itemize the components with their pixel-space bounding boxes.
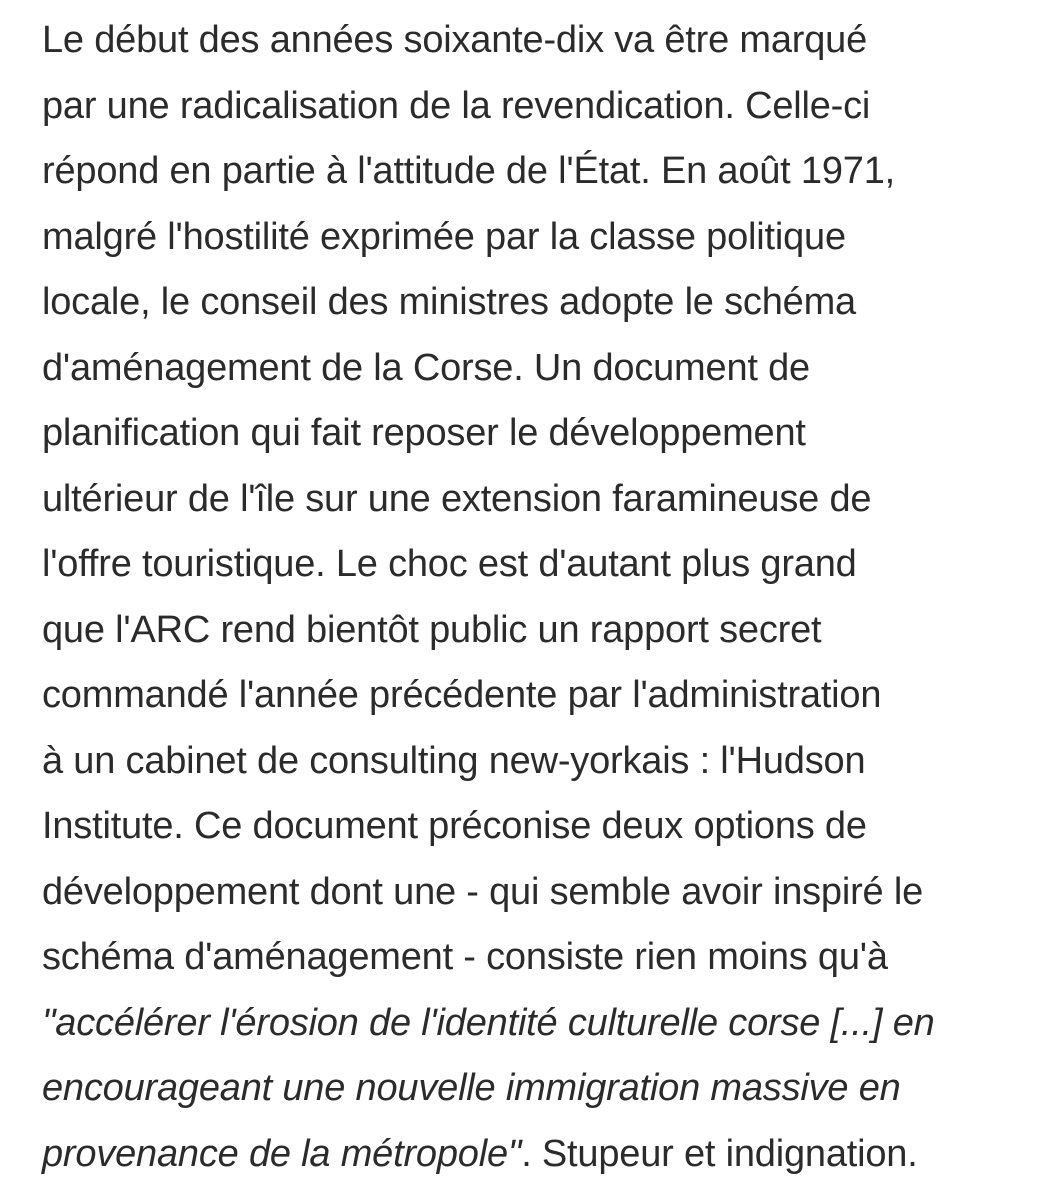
paragraph-line: que l'ARC rend bientôt public un rapport secret — [42, 608, 822, 651]
paragraph-line: ultérieur de l'île sur une extension faramineuse de — [42, 477, 872, 520]
article-paragraph — [42, 8, 1052, 1187]
paragraph-line: Le début des années soixante-dix va être marqué — [42, 19, 868, 61]
paragraph-line: à un cabinet de consulting new-yorkais : l'Hudson — [42, 739, 866, 782]
paragraph-line: locale, le conseil des ministres adopte le schéma — [42, 281, 856, 323]
paragraph-line: développement dont une - qui semble avoir inspiré le — [42, 870, 924, 913]
paragraph-line: d'aménagement de la Corse. Un document de — [42, 346, 810, 389]
closing-line — [42, 1122, 1052, 1188]
paragraph-line: commandé l'année précédente par l'administration — [42, 674, 882, 716]
paragraph-line: répond en partie à l'attitude de l'État. En août 1971, — [42, 150, 895, 192]
paragraph-line: malgré l'hostilité exprimée par la classe politique — [42, 215, 846, 258]
paragraph-line: par une radicalisation de la revendication. Celle-ci — [42, 84, 871, 127]
paragraph-line: schéma d'aménagement - consiste rien moins qu'à — [42, 936, 888, 978]
paragraph-line: Institute. Ce document préconise deux options de — [42, 805, 867, 847]
quote-line: provenance de la métropole" — [42, 1132, 522, 1175]
closing-sentence: . Stupeur et indignation. — [521, 1132, 918, 1175]
quote-line: "accélérer l'érosion de l'identité culturelle corse [...] en — [42, 1001, 935, 1044]
paragraph-line: l'offre touristique. Le choc est d'autant plus grand — [42, 543, 857, 585]
quote-line: encourageant une nouvelle immigration massive en — [42, 1067, 901, 1109]
paragraph-line: planification qui fait reposer le développement — [42, 412, 806, 454]
